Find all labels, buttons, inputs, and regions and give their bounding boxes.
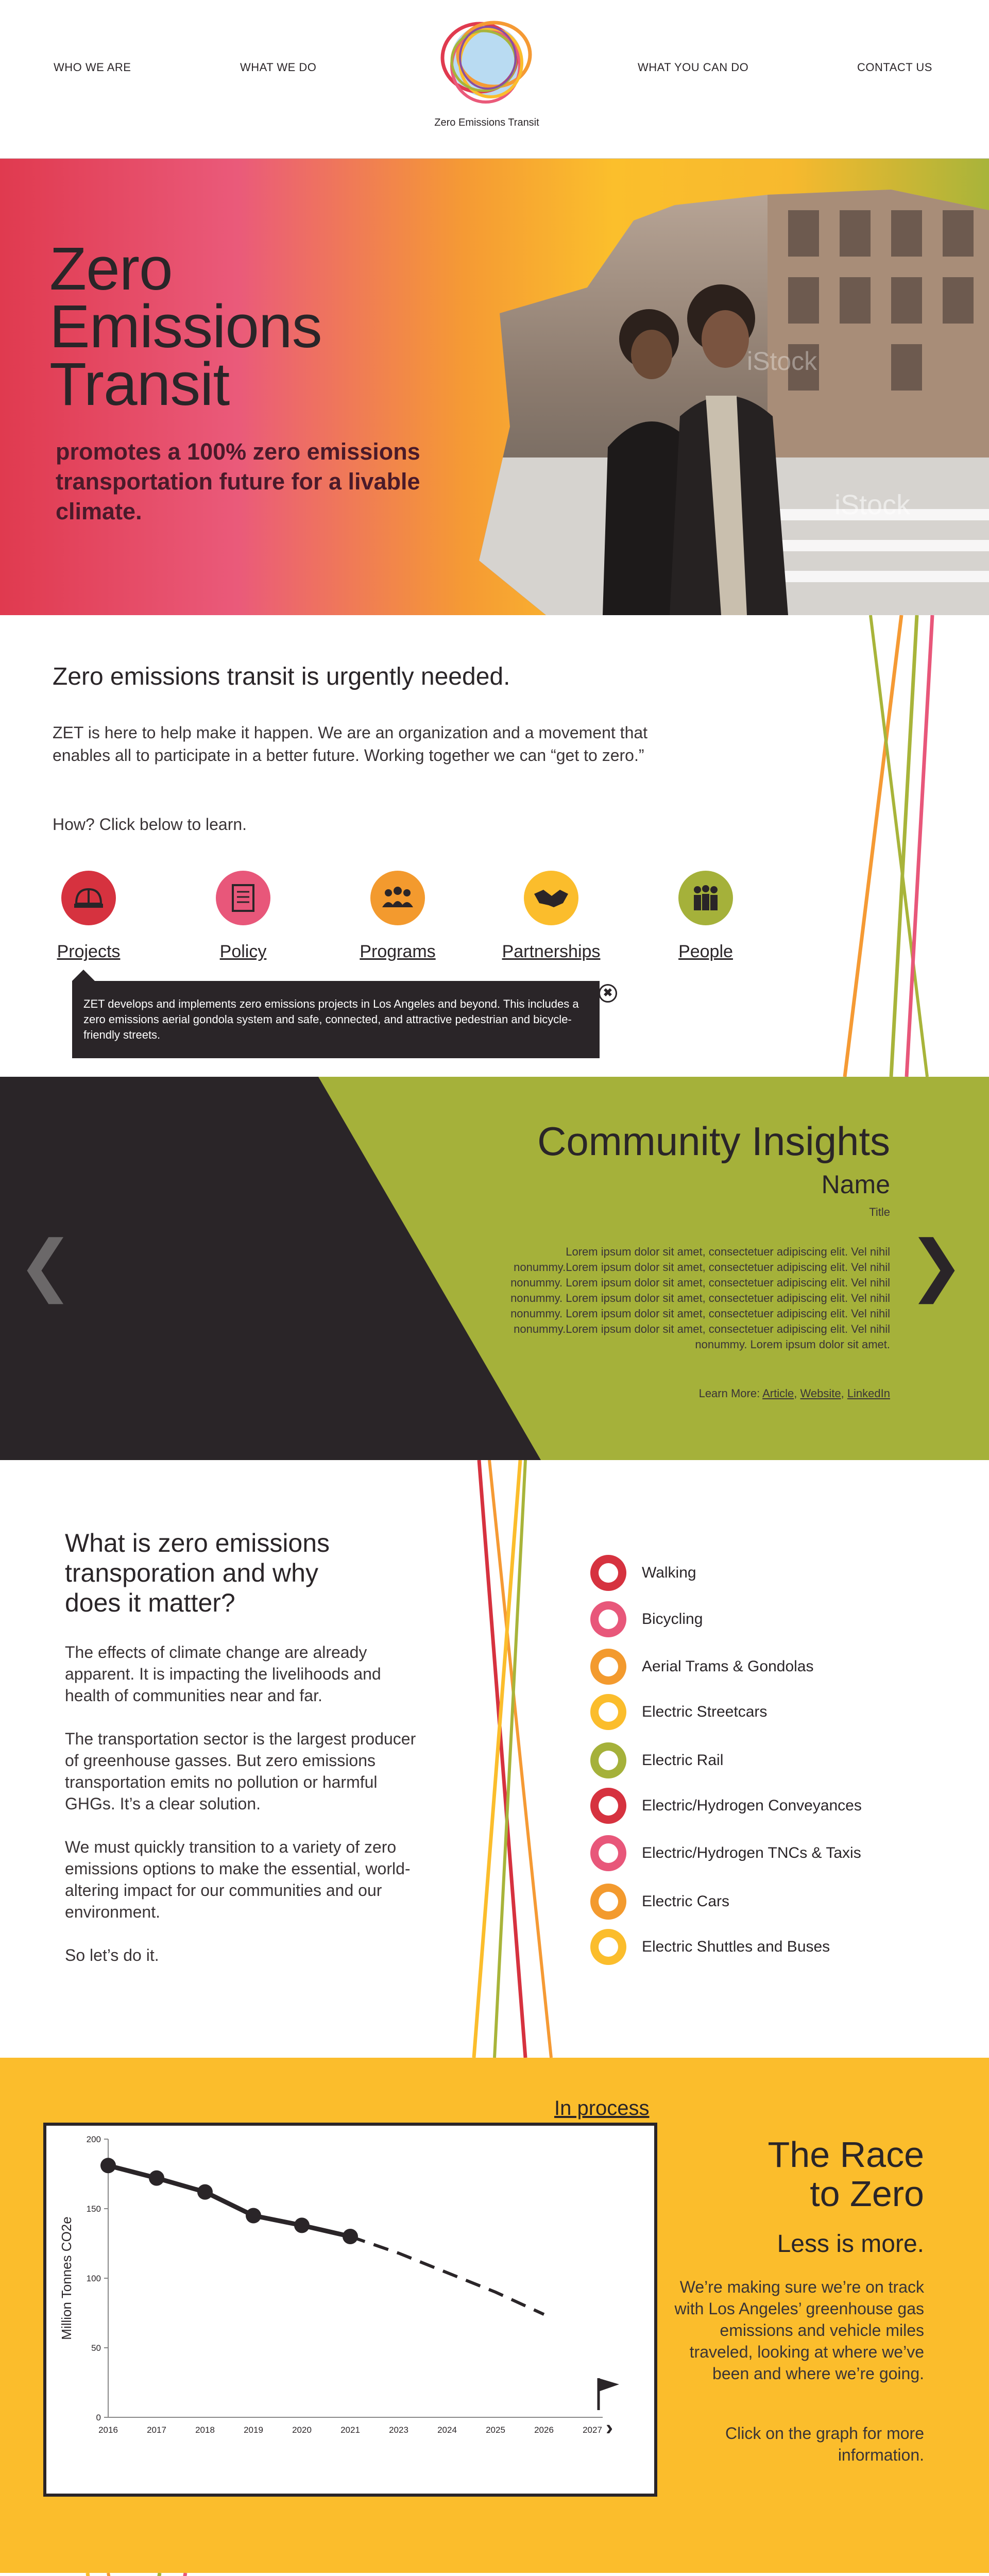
link-website[interactable]: Website xyxy=(800,1387,841,1400)
series-line-projected xyxy=(350,2236,544,2314)
decorative-lines xyxy=(458,1460,572,2058)
mode-shuttles-buses[interactable] xyxy=(590,1929,830,1965)
mode-dot-icon xyxy=(590,1649,626,1685)
intro-how: How? Click below to learn. xyxy=(53,815,247,834)
people-icon xyxy=(678,871,733,925)
mode-label: Electric Cars xyxy=(642,1893,730,1910)
y-tick-label: 0 xyxy=(96,2413,101,2422)
hardhat-icon xyxy=(61,871,116,925)
mode-tncs-taxis[interactable] xyxy=(590,1835,861,1871)
link-article[interactable]: Article xyxy=(762,1387,794,1400)
learn-more-label: Learn More: xyxy=(698,1387,760,1400)
mode-label: Electric Shuttles and Buses xyxy=(642,1938,830,1955)
watermark: iStock xyxy=(747,347,817,376)
x-tick-label: 2017 xyxy=(147,2425,166,2435)
race-click-hint: Click on the graph for more information. xyxy=(725,2424,924,2464)
mode-label: Aerial Trams & Gondolas xyxy=(642,1658,814,1675)
change-section xyxy=(0,2573,989,2576)
x-tick-label: 2018 xyxy=(195,2425,215,2435)
whatis-paragraph: We must quickly transition to a variety of zero emissions options to make the essential, world-altering impact for our communities and our environment. xyxy=(65,1838,411,1921)
group-icon xyxy=(370,871,425,925)
y-tick-label: 50 xyxy=(91,2343,101,2353)
pillar-label: Programs xyxy=(360,942,436,961)
emissions-chart[interactable] xyxy=(43,2123,657,2497)
carousel-next-icon[interactable]: ❯ xyxy=(908,1227,964,1302)
hero-photo xyxy=(479,190,989,615)
community-insights xyxy=(0,1077,989,1460)
pillar-policy[interactable] xyxy=(192,871,295,962)
mode-dot-icon xyxy=(590,1835,626,1871)
data-point xyxy=(294,2217,310,2233)
x-tick-label: 2021 xyxy=(340,2425,360,2435)
nav-what-we-do[interactable]: WHAT WE DO xyxy=(240,61,317,74)
race-title-line: The Race xyxy=(768,2134,924,2175)
whatis-paragraph: The transportation sector is the largest producer of greenhouse gasses. But zero emissions transportation emits no pollution or harmful GHGs. It’s a clear solution. xyxy=(65,1730,416,1813)
data-point xyxy=(246,2208,261,2224)
series-line-actual xyxy=(108,2165,350,2236)
pillar-partnerships[interactable] xyxy=(500,871,603,962)
nav-contact-us[interactable]: CONTACT US xyxy=(857,61,932,74)
hero-title xyxy=(49,235,322,418)
mode-dot-icon xyxy=(590,1929,626,1965)
intro-body: ZET is here to help make it happen. We are an organization and a movement that enables all to participate in a better future. Working together we can “get to zero.” xyxy=(53,723,648,765)
mode-conveyances[interactable] xyxy=(590,1788,862,1824)
x-tick-label: 2024 xyxy=(437,2425,457,2435)
emissions-chart-svg xyxy=(46,2126,654,2494)
logo-rings-icon xyxy=(430,13,543,111)
handshake-icon xyxy=(524,871,578,925)
watermark: iStock xyxy=(834,489,911,520)
mode-electric-rail[interactable] xyxy=(590,1742,723,1778)
what-is-section xyxy=(0,1460,989,2058)
pillar-label: Policy xyxy=(219,942,267,961)
mode-label: Electric Streetcars xyxy=(642,1703,768,1720)
mode-dot-icon xyxy=(590,1742,626,1778)
y-tick-label: 100 xyxy=(86,2274,101,2283)
y-axis-label: Million Tonnes CO2e xyxy=(59,2216,74,2340)
data-point xyxy=(197,2184,213,2200)
document-icon xyxy=(216,871,270,925)
mode-electric-cars[interactable] xyxy=(590,1884,729,1920)
x-tick-label: 2023 xyxy=(389,2425,408,2435)
chart-next-arrow-icon: › xyxy=(606,2415,613,2439)
mode-label: Electric Rail xyxy=(642,1752,724,1769)
mode-dot-icon xyxy=(590,1884,626,1920)
decorative-lines xyxy=(814,615,989,1077)
x-tick-label: 2026 xyxy=(534,2425,554,2435)
logo[interactable] xyxy=(428,13,546,129)
mode-label: Walking xyxy=(642,1564,696,1581)
mode-bicycling[interactable] xyxy=(590,1601,703,1637)
x-tick-label: 2025 xyxy=(486,2425,505,2435)
whatis-paragraph: The effects of climate change are already apparent. It is impacting the livelihoods and health of communities near and far. xyxy=(65,1643,381,1705)
x-tick-label: 2016 xyxy=(98,2425,118,2435)
insights-name: Name xyxy=(821,1170,890,1199)
pillar-label: Partnerships xyxy=(502,942,601,961)
mode-label: Electric/Hydrogen Conveyances xyxy=(642,1797,862,1814)
mode-dot-icon xyxy=(590,1788,626,1824)
whatis-paragraph: So let’s do it. xyxy=(65,1946,159,1964)
whatis-heading: What is zero emissions transporation and why does it matter? xyxy=(65,1529,330,1617)
mode-aerial-trams[interactable] xyxy=(590,1649,813,1685)
pillar-label: Projects xyxy=(57,942,121,961)
race-to-zero xyxy=(0,2058,989,2573)
insights-role: Title xyxy=(869,1206,890,1218)
nav-what-you-can-do[interactable]: WHAT YOU CAN DO xyxy=(638,61,749,74)
hero xyxy=(0,159,989,615)
in-process-link[interactable]: In process xyxy=(554,2097,650,2120)
race-title xyxy=(768,2135,924,2213)
mode-dot-icon xyxy=(590,1601,626,1637)
race-body: We’re making sure we’re on track with Los Angeles’ greenhouse gas emissions and vehicle miles traveled, looking at where we’ve been and where we’re going. xyxy=(674,2278,924,2383)
mode-label: Bicycling xyxy=(642,1611,703,1628)
insights-title: Community Insights xyxy=(537,1118,890,1164)
site-header xyxy=(0,0,989,159)
intro-section xyxy=(0,615,989,1077)
pillar-programs[interactable] xyxy=(346,871,449,962)
nav-who-we-are[interactable]: WHO WE ARE xyxy=(54,61,131,74)
pillar-people[interactable] xyxy=(654,871,757,962)
hero-title-line: Emissions xyxy=(49,293,322,361)
link-linkedin[interactable]: LinkedIn xyxy=(847,1387,890,1400)
data-point xyxy=(149,2171,164,2186)
whatis-body xyxy=(65,1641,425,1988)
x-tick-label: 2019 xyxy=(244,2425,263,2435)
hero-title-line: Zero xyxy=(49,235,173,303)
decorative-lines xyxy=(77,2573,211,2576)
close-icon[interactable]: ✖ xyxy=(599,984,617,1003)
mode-dot-icon xyxy=(590,1555,626,1591)
carousel-prev-icon[interactable]: ❮ xyxy=(18,1227,74,1302)
mode-electric-streetcars[interactable] xyxy=(590,1694,767,1730)
logo-text: Zero Emissions Transit xyxy=(434,117,539,128)
y-tick-label: 150 xyxy=(86,2204,101,2214)
pillar-projects[interactable] xyxy=(37,871,140,962)
pillar-label: People xyxy=(678,942,733,961)
pillar-tooltip: ZET develops and implements zero emissions projects in Los Angeles and beyond. This includes a zero emissions aerial gondola system and safe, connected, and attractive pedestrian and bicycle-friendly streets. xyxy=(72,981,600,1058)
intro-heading: Zero emissions transit is urgently needed. xyxy=(53,663,510,690)
finish-flag-icon xyxy=(599,2378,619,2392)
hero-title-line: Transit xyxy=(49,350,230,418)
race-title-line: to Zero xyxy=(810,2174,924,2214)
link-separator: , xyxy=(841,1387,844,1400)
link-separator: , xyxy=(794,1387,797,1400)
insights-quote: Lorem ipsum dolor sit amet, consectetuer adipiscing elit. Vel nihil nonummy.Lorem ipsum dolor sit amet, consectetuer adipiscing elit. Vel nihil nonummy. Lorem ipsum dolor sit amet, consectetuer adipiscing elit. Vel nihil nonummy. Lorem ipsum dolor sit amet, consectetuer adipiscing elit. Vel nihil nonummy. Lorem ipsum dolor sit amet, consectetuer adipiscing elit. Vel nihil nonummy.Lorem ipsum dolor sit amet, consectetuer adipiscing elit. Vel nihil nonummy. Lorem ipsum dolor sit amet. xyxy=(510,1245,890,1351)
x-tick-label: 2020 xyxy=(292,2425,312,2435)
mode-label: Electric/Hydrogen TNCs & Taxis xyxy=(642,1844,861,1861)
x-tick-label: 2027 xyxy=(583,2425,602,2435)
race-subtitle: Less is more. xyxy=(777,2230,924,2258)
insights-links xyxy=(699,1387,890,1400)
mode-dot-icon xyxy=(590,1694,626,1730)
hero-tagline: promotes a 100% zero emissions transportation future for a livable climate. xyxy=(56,438,420,524)
mode-walking[interactable] xyxy=(590,1555,696,1591)
tooltip-arrow xyxy=(72,970,95,981)
y-tick-label: 200 xyxy=(86,2134,101,2144)
data-point xyxy=(100,2158,116,2173)
